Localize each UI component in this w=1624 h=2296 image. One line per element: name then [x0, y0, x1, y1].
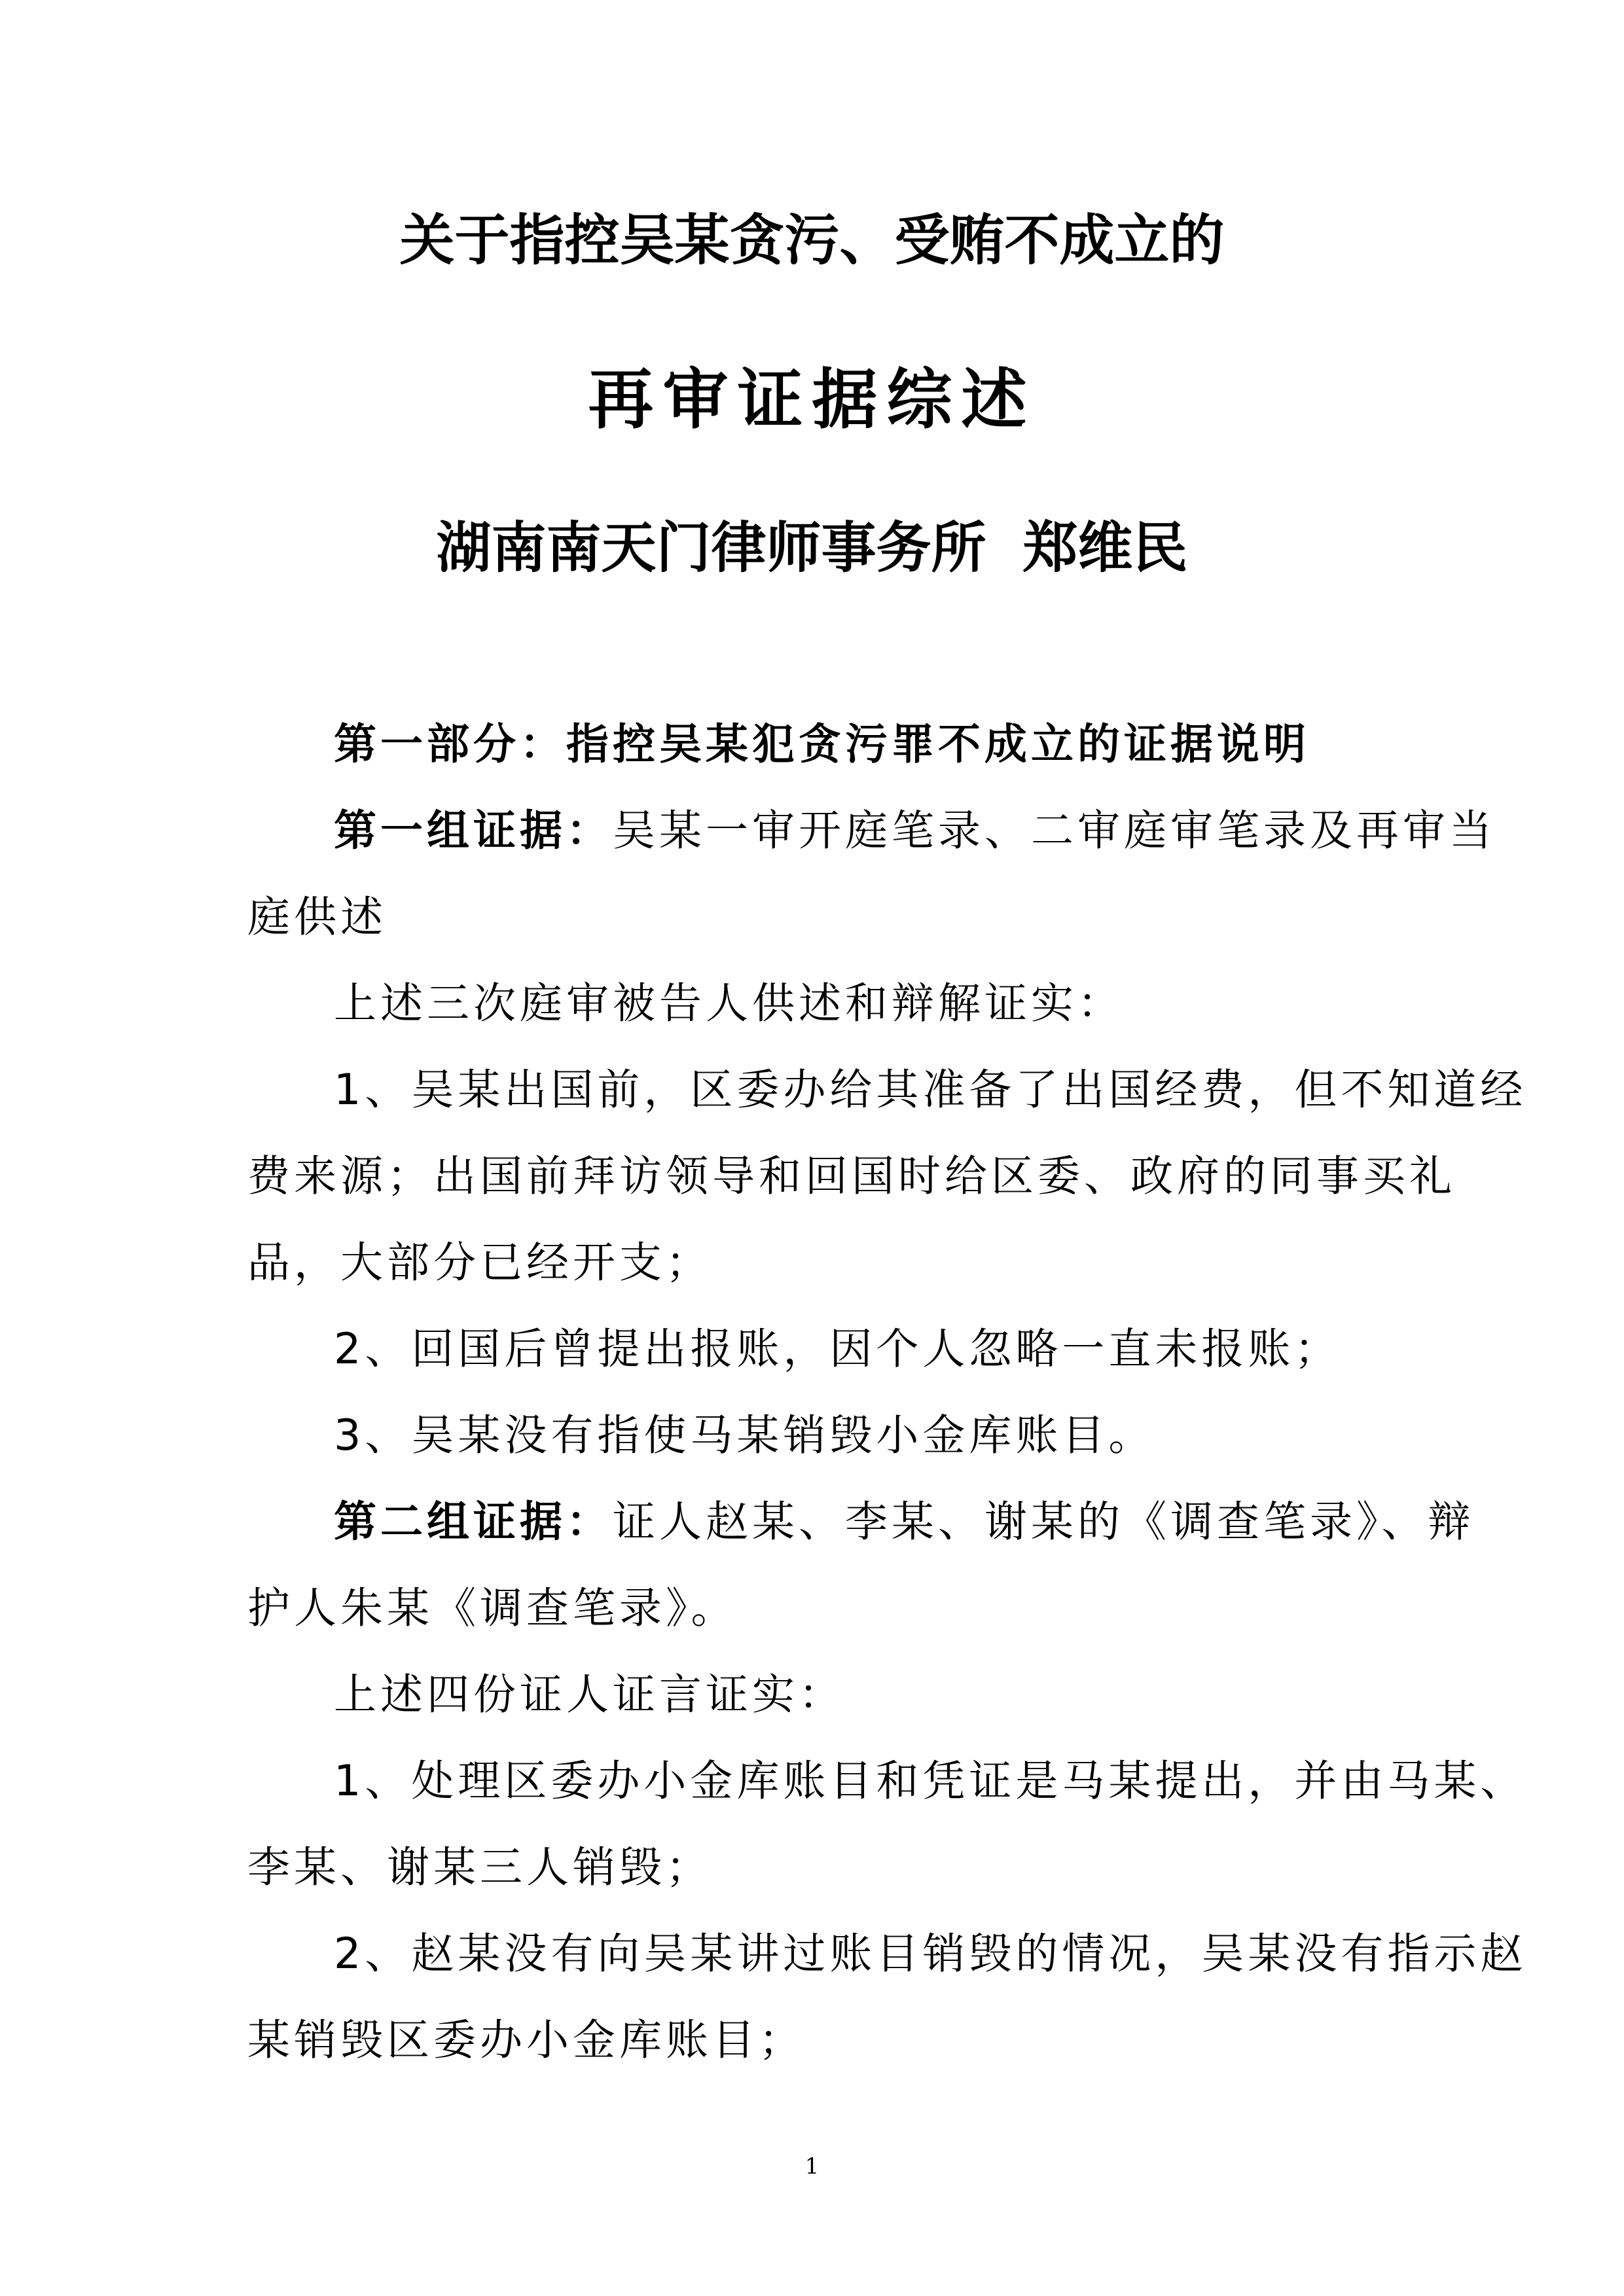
author-line [0, 504, 1624, 583]
list-item: 2、回国后曾提出报账，因个人忽略一直未报账； [334, 1325, 1341, 1374]
evidence-group2-line2: 护人朱某《调查笔录》。 [247, 1584, 738, 1633]
evidence-group1-line2: 庭供述 [247, 893, 388, 942]
list-item: 1、吴某出国前，区委办给其准备了出国经费，但不知道经 [334, 1066, 1527, 1115]
evidence-group2-label: 第二组证据： [334, 1498, 613, 1547]
author-name: 郑维民 [1022, 515, 1188, 580]
evidence-group2-line1 [247, 1479, 1475, 1566]
list-item-continuation: 费来源；出国前拜访领导和回国时给区委、政府的同事买礼 [247, 1152, 1456, 1201]
list-item: 1、处理区委办小金库账目和凭证是马某提出，并由马某、 [334, 1757, 1527, 1806]
list-item-continuation: 某销毁区委办小金库账目； [247, 2016, 806, 2065]
evidence-group2-text: 证人赵某、李某、谢某的《调查笔录》、辩 [613, 1498, 1475, 1547]
paragraph: 上述三次庭审被告人供述和辩解证实： [334, 979, 1125, 1028]
list-item: 3、吴某没有指使马某销毁小金库账目。 [334, 1411, 1155, 1460]
list-item-continuation: 品，大部分已经开支； [247, 1238, 713, 1287]
evidence-group1-line1 [247, 788, 1496, 874]
section-heading-part1: 第一部分：指控吴某犯贪污罪不成立的证据说明 [334, 720, 1310, 769]
document-title-line1: 关于指控吴某贪污、受贿不成立的 [399, 207, 1225, 272]
evidence-group1-text: 吴某一审开庭笔录、二审庭审笔录及再审当 [613, 806, 1496, 855]
evidence-group1-label: 第一组证据： [334, 806, 613, 855]
document-title-line2: 再审证据综述 [588, 361, 1036, 438]
list-item-continuation: 李某、谢某三人销毁； [247, 1843, 713, 1892]
page-number: 1 [804, 2153, 820, 2179]
law-firm-name: 湖南南天门律师事务所 [436, 515, 986, 580]
list-item: 2、赵某没有向吴某讲过账目销毁的情况，吴某没有指示赵 [334, 1929, 1527, 1979]
paragraph: 上述四份证人证言证实： [334, 1670, 846, 1719]
